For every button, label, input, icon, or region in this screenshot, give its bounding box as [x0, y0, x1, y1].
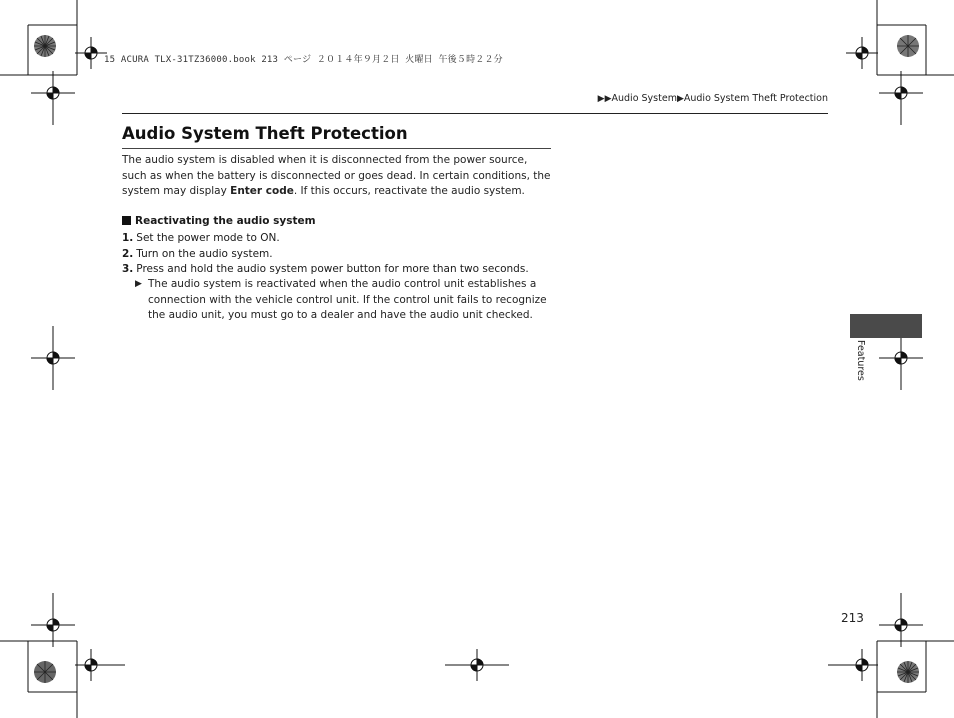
step-number: 1. [122, 232, 134, 244]
print-header: 15 ACURA TLX-31TZ36000.book 213 ページ ２０１４年９月２日 火曜日 午後５時２２分 [104, 55, 503, 65]
intro-text-end: . If this occurs, reactivate the audio system. [293, 185, 525, 197]
page-title: Audio System Theft Protection [122, 124, 408, 143]
square-bullet-icon [122, 216, 131, 225]
enter-code-text: Enter code [230, 185, 294, 197]
list-item [122, 262, 562, 278]
header-rule [122, 113, 828, 114]
intro-paragraph [122, 153, 554, 200]
page-number: 213 [841, 611, 864, 625]
breadcrumb-link-audio-system[interactable]: Audio System [611, 93, 677, 104]
reactivating-heading-label: Reactivating the audio system [135, 215, 316, 227]
step-number: 2. [122, 247, 134, 260]
result-note-text: The audio system is reactivated when the audio control unit establishes a connection with the vehicle control unit. If the control unit fails to recognize the audio unit, you must go to a dealer and have the audio unit checked. [148, 278, 547, 321]
chapter-tab-label: Features [855, 340, 866, 381]
intro-text: The audio system is disabled when it is disconnected from the power source, such as when the battery is disconnected or goes dead. In certain conditions, the system may display [122, 154, 551, 197]
breadcrumb-current: Audio System Theft Protection [683, 93, 828, 104]
list-item [122, 247, 562, 263]
breadcrumb-separator-icon: ▶▶ [597, 94, 612, 104]
step-text: Press and hold the audio system power button for more than two seconds. [136, 263, 529, 275]
reactivating-heading [122, 215, 316, 227]
steps-list [122, 231, 562, 278]
title-rule [122, 148, 551, 149]
result-note [135, 277, 555, 324]
list-item [122, 231, 562, 247]
step-text: Set the power mode to ON. [136, 232, 280, 244]
step-number: 3. [122, 263, 134, 275]
chapter-tab[interactable] [850, 314, 922, 338]
breadcrumb [598, 93, 828, 104]
arrow-right-icon: ▶ [135, 279, 142, 289]
step-text: Turn on the audio system. [136, 247, 273, 260]
breadcrumb-arrow-icon: ▶ [676, 94, 684, 104]
